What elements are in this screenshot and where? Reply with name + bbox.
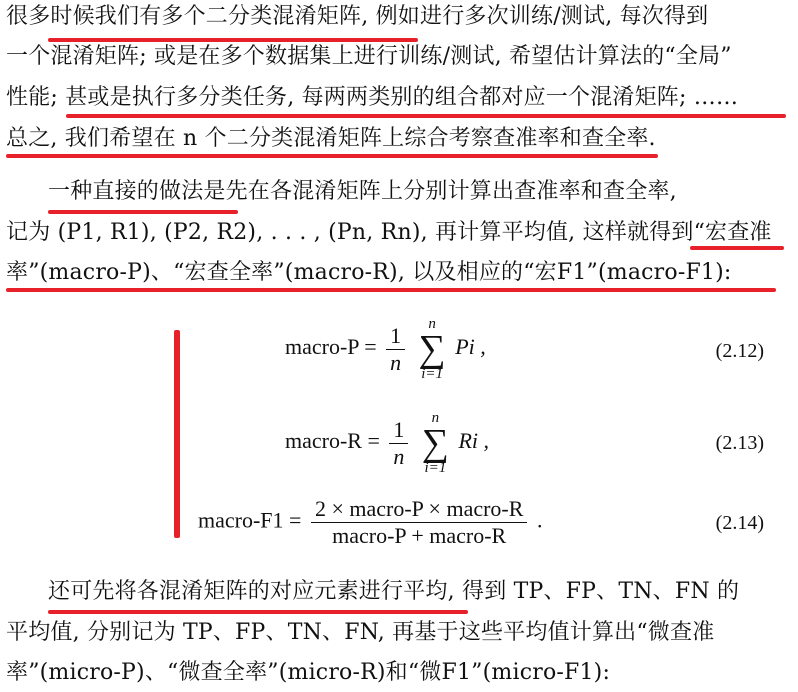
eq213-sum: [422, 410, 449, 476]
highlight-underline: [48, 210, 238, 214]
eq213-label: (2.13): [715, 432, 764, 454]
sigma-symbol: ∑: [418, 328, 446, 370]
eq214-denominator: macro-P + macro-R: [332, 523, 507, 548]
eq212-term: Pi ,: [455, 334, 486, 360]
eq214-lhs: macro-F1 =: [198, 507, 302, 533]
highlight-underline: [66, 114, 786, 118]
para3-line3: 率”(micro-P)、“微查全率”(micro-R)和“微F1”(micro-F1):: [6, 660, 611, 685]
para1-line2: 一个混淆矩阵; 或是在多个数据集上进行训练/测试, 希望估计算法的“全局”: [6, 44, 732, 69]
eq214-tail: .: [536, 507, 543, 533]
eq212-lhs: macro-P =: [285, 334, 377, 360]
eq214-label: (2.14): [715, 512, 764, 534]
eq212-fraction: [386, 323, 405, 376]
para1-line3: 性能; 甚或是执行多分类任务, 每两两类别的组合都对应一个混淆矩阵; ……: [6, 85, 739, 110]
highlight-underline: [690, 246, 784, 250]
eq212-sum: [419, 316, 446, 382]
eq212-label: (2.12): [715, 340, 764, 362]
eq212-numerator: 1: [386, 323, 405, 350]
para2-line3: 率”(macro-P)、“宏查全率”(macro-R), 以及相应的“宏F1”(macro-F1):: [6, 260, 732, 285]
eq213-term: Ri ,: [458, 428, 490, 454]
highlight-underline: [6, 288, 776, 292]
para3-line2: 平均值, 分别记为 TP、FP、TN、FN, 再基于这些平均值计算出“微查准: [6, 620, 715, 645]
highlight-vertical-bar: [174, 330, 180, 538]
para1-line4: 总之, 我们希望在 n 个二分类混淆矩阵上综合考察查准率和查全率.: [6, 126, 656, 151]
equation-2-14: [198, 496, 542, 549]
eq214-numerator: 2 × macro-P × macro-R: [311, 496, 528, 523]
para1-line1: 很多时候我们有多个二分类混淆矩阵, 例如进行多次训练/测试, 每次得到: [6, 4, 709, 29]
equation-2-13: [285, 410, 489, 476]
eq213-sum-top: n: [431, 410, 440, 426]
para2-line2: 记为 (P1, R1), (P2, R2), . . . , (Pn, Rn), 再计算平均值, 这样就得到“宏查准: [6, 220, 772, 245]
eq212-denominator: n: [390, 349, 402, 375]
eq213-fraction: [389, 417, 408, 470]
eq214-fraction: [311, 496, 528, 549]
sigma-symbol: ∑: [421, 422, 449, 464]
eq213-numerator: 1: [389, 417, 408, 444]
para2-line1: 一种直接的做法是先在各混淆矩阵上分别计算出查准率和查全率,: [48, 179, 677, 204]
eq212-sum-bottom: i=1: [421, 366, 444, 382]
eq213-lhs: macro-R =: [285, 428, 380, 454]
highlight-underline: [6, 154, 658, 158]
para3-line1: 还可先将各混淆矩阵的对应元素进行平均, 得到 TP、FP、TN、FN 的: [48, 579, 740, 604]
highlight-underline: [48, 38, 418, 42]
equation-2-12: [285, 316, 486, 382]
eq213-denominator: n: [393, 443, 405, 469]
highlight-underline: [48, 610, 468, 614]
eq212-sum-top: n: [428, 316, 436, 332]
eq213-sum-bottom: i=1: [424, 460, 447, 476]
